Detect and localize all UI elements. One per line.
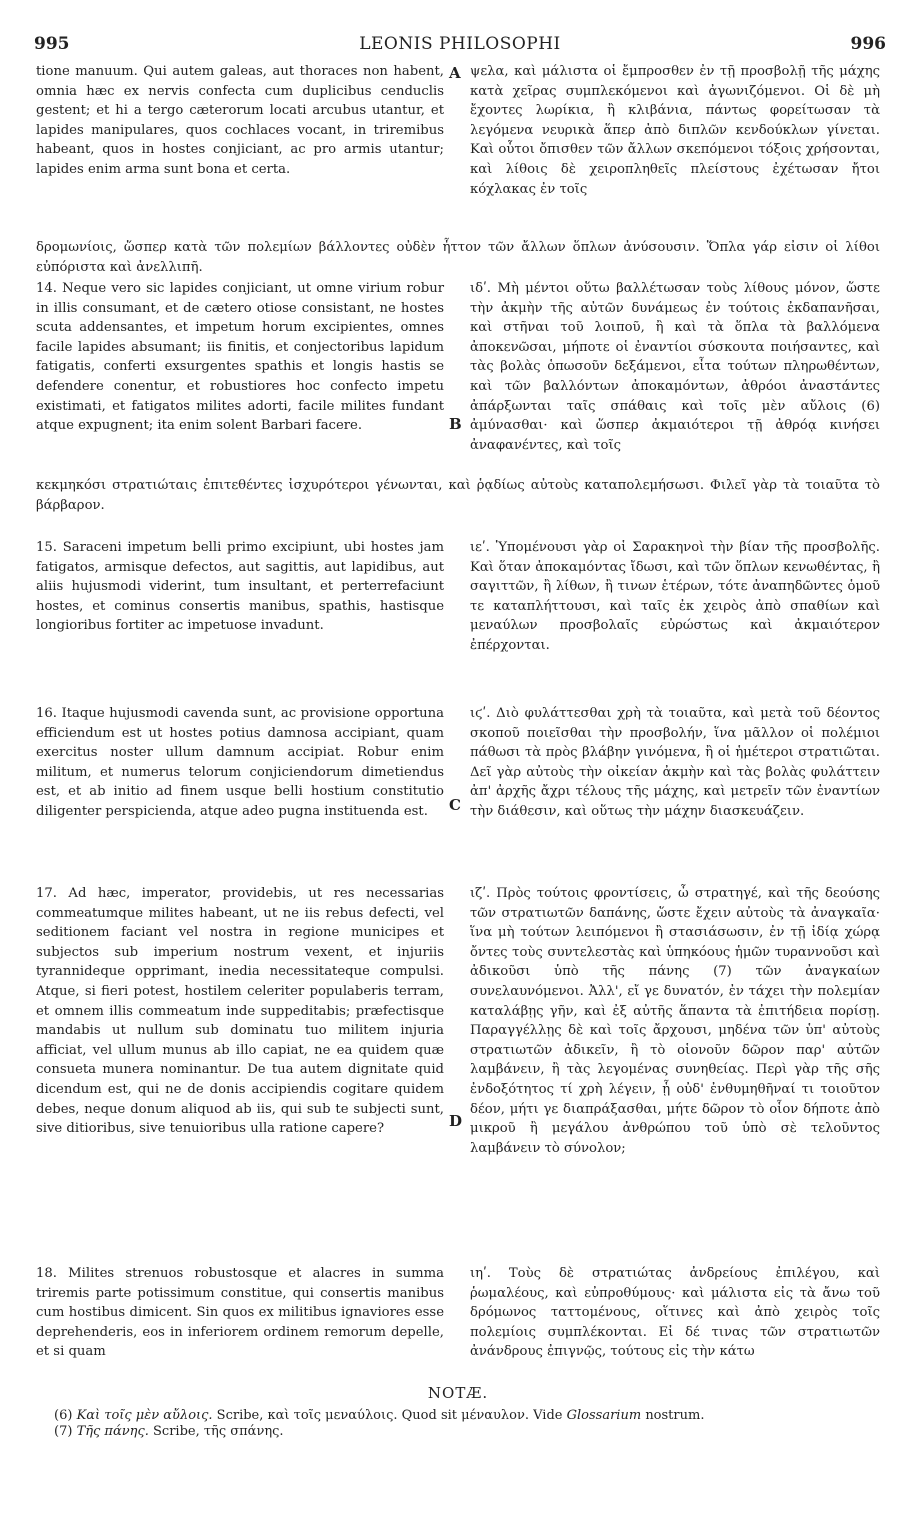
greek-paragraph-17: ιζʹ. Πρὸς τούτοις φροντίσεις, ὦ στρατηγέ, καὶ τῆς δεούσης τῶν στρατιωτῶν δαπάνης, ὥστε ἔχειν αὐτοὺς τὰ ἀναγκαῖα· ἵνα μὴ τούτων λειπόμενοι ἢ στασιάσωσιν, ἐν τῇ ἰδίᾳ χώρᾳ ὄντες τοὺς συντελεστὰς καὶ ὑπηκόους ἡμῶν τυραννοῦσι καὶ ἀδικοῦσι ὑπὸ τῆς πάνης (7) τῶν ἀναγκαίων συνελαυνόμενοι. Ἀλλ', εἴ γε δυνατόν, ἐν τάχει τὴν πολεμίαν καταλάβῃς γῆν, καὶ ἐξ αὐτῆς ἅπαντα τὰ ἐπιτήδεια πορίσῃ. Παραγγέλλῃς δὲ καὶ τοῖς ἄρχουσι, μηδένα τῶν ὑπ' αὐτοὺς στρατιωτῶν ἀδικεῖν, ἢ τὸ οἱονοῦν δῶρον παρ' αὐτῶν λαμβάνειν, ἢ τὰς λεγομένας συνηθείας. Περὶ γὰρ τῆς σῆς ἐνδοξότητος τί χρὴ λέγειν, ᾗ οὐδ' ἐνθυμηθῆναί τι τοιοῦτον δέον, μήτι γε διαπράξασθαι, μήτε δῶρον τὸ οἷον δήποτε ἀπὸ μικροῦ ἢ μεγάλου ἀνθρώπου τοῦ ὑπὸ σὲ τελοῦντος λαμβάνειν τὸ σύνολον; xyxy=(470,886,880,1156)
greek-paragraph-14: ιδʹ. Μὴ μέντοι οὕτω βαλλέτωσαν τοὺς λίθους μόνον, ὥστε τὴν ἀκμὴν τῆς αὐτῶν δυνάμεως ἐν τούτοις ἐκδαπανῆσαι, καὶ στῆναι τοῦ λοιποῦ, ἢ καὶ τὰ ὅπλα τὰ βαλλόμενα ἀποκενῶσαι, μήποτε οἱ ἐναντίοι σύσκουτα ποιήσαντες, καὶ τὰς βολὰς ὁπωσοῦν δεξάμενοι, εἶτα τούτων πληρωθέντων, καὶ τῶν βαλλόντων ἀποκαμόντων, ἀθρόοι ἀναστάντες ἀπάρξωνται ταῖς σπάθαις καὶ τοῖς μὲν αὔλοις (6) ἀμύνασθαι· καὶ ὥσπερ ἀκμαιότεροι τῇ ἀθρόᾳ κινήσει ἀναφανέντες, καὶ τοῖς xyxy=(470,281,880,453)
footnote-6-reference: Glossarium xyxy=(566,1408,642,1423)
margin-letter-c: C xyxy=(449,796,461,814)
footnote-7-number: (7) xyxy=(54,1424,73,1439)
latin-paragraph-14: 14. Neque vero sic lapides conjiciant, ut omne virium robur in illis consumant, et de cætero otiose consistant, ne hostes scuta addensantes, et impetum horum excipientes, omnes facile lapides absumant; iis finitis, et conjectoribus lapidum fatigatis, conferti exsurgentes spathis et longis hastis se defendere conentur, et robustiores hoc confecto impetu existimati, et fatigatos milites adorti, facile milites fundant atque expugnent; ita enim solent Barbari facere. xyxy=(36,281,444,434)
margin-letter-a: A xyxy=(449,64,461,82)
footnote-7-text: Scribe, τῆς σπάνης. xyxy=(153,1424,284,1439)
footnote-7-lemma: Τῆς πάνης. xyxy=(76,1424,149,1439)
latin-paragraph-18: 18. Milites strenuos robustosque et alacres in summa triremis parte potissimum constitue, qui consertis manibus cum hostibus dimicent. Sin quos ex militibus ignaviores esse deprehenderis, eos in inferiorem ordinem remorum depelle, et si quam xyxy=(36,1266,444,1360)
latin-text-intro: tione manuum. Qui autem galeas, aut thoraces non habent, omnia hæc ex nervis confecta cum duplicibus cenduclis gestent; et hi a tergo cæterorum locati arcubus utantur, et lapides manipulares, quos cochlaces vocant, in triremibus habeant, quos in hostes conjiciant, ac pro armis utantur; lapides enim arma sunt bona et certa. xyxy=(36,64,444,177)
greek-text-intro-continued: δρομωνίοις, ὥσπερ κατὰ τῶν πολεμίων βάλλοντες οὐδὲν ἧττον τῶν ἄλλων ὅπλων ἀνύσουσιν. Ὅπλα γάρ εἰσιν οἱ λίθοι εὐπόριστα καὶ ἀνελλιπῆ. xyxy=(36,240,880,275)
footnote-6 xyxy=(54,1408,884,1424)
page-header xyxy=(28,34,892,60)
margin-letter-d: D xyxy=(449,1112,463,1130)
latin-paragraph-17: 17. Ad hæc, imperator, providebis, ut res necessarias commeatumque milites habeant, ut ne iis rebus defecti, vel seditionem faciant vel nostra in regione municipes et subjectos sub imperium nostrum vexent, et injuriis tyrannideque opprimant, inedia necessitateque compulsi. Atque, si fieri potest, hostilem celeriter populaberis terram, et omnem illis commeatum inde suppeditabis; præfectisque mandabis ut nullum sub dominatu tuo militem injuria afficiat, vel ullum munus ab illo capiat, ne ea quidem quæ consueta munera nominantur. De tua autem dignitate quid dicendum est, qui ne de donis accipiendis cogitare quidem debes, neque donum aliquod ab iis, qui sub te subjecti sunt, sive ditioribus, sive tenuioribus ulla ratione capere? xyxy=(36,886,444,1137)
footnote-6-end: nostrum. xyxy=(645,1408,705,1423)
latin-paragraph-15: 15. Saraceni impetum belli primo excipiunt, ubi hostes jam fatigatos, armisque defectos, aut sagittis, aut lapidibus, aut aliis hujusmodi viderint, tum insultant, et perterrefaciunt hostes, et cominus consertis manibus, spathis, hastisque longioribus fortiter ac impetuose invadunt. xyxy=(36,540,444,634)
running-title: LEONIS PHILOSOPHI xyxy=(359,34,561,54)
page-number-right: 996 xyxy=(850,34,886,54)
footnote-6-lemma: Καὶ τοῖς μὲν αὔλοις. xyxy=(76,1408,213,1423)
footnote-6-text: Scribe, καὶ τοῖς μεναύλοις. Quod sit μέναυλον. Vide xyxy=(216,1408,563,1423)
page-number-left: 995 xyxy=(34,34,70,54)
greek-paragraph-15: ιεʹ. Ὑπομένουσι γὰρ οἱ Σαρακηνοὶ τὴν βίαν τῆς προσβολῆς. Καὶ ὅταν ἀποκαμόντας ἴδωσι, καὶ τῶν ὅπλων κενωθέντας, ἢ σαγιττῶν, ἢ λίθων, ἢ τινων ἑτέρων, τότε ἀναπηδῶντες ὁμοῦ τε καταπλήττουσι, καὶ ταῖς ἐκ χειρὸς ἀπὸ σπαθίων καὶ μεναύλων προσβολαῖς εὐρώστως καὶ ἀκμαιότερον ἐπέρχονται. xyxy=(470,540,880,653)
footnote-7 xyxy=(54,1424,884,1440)
greek-paragraph-14-continued: κεκμηκόσι στρατιώταις ἐπιτεθέντες ἰσχυρότεροι γένωνται, καὶ ῥᾳδίως αὐτοὺς καταπολεμήσωσι. Φιλεῖ γὰρ τὰ τοιαῦτα τὸ βάρβαρον. xyxy=(36,478,880,513)
notes-heading: NOTÆ. xyxy=(427,1384,489,1402)
footnote-6-number: (6) xyxy=(54,1408,73,1423)
greek-text-intro: ψελα, καὶ μάλιστα οἱ ἔμπροσθεν ἐν τῇ προσβολῇ τῆς μάχης κατὰ χεῖρας συμπλεκόμενοι καὶ ἀγωνιζόμενοι. Οἱ δὲ μὴ ἔχοντες λωρίκια, ἢ κλιβάνια, πάντως φορείτωσαν τὰ λεγόμενα νευρικὰ ἅπερ ἀπὸ διπλῶν κενδούκλων γίνεται. Καὶ οὗτοι ὄπισθεν τῶν ἄλλων σκεπόμενοι τόξοις χρήσονται, καὶ λίθοις δὲ χειροπληθεῖς πλείστους ἐχέτωσαν ἤτοι κόχλακας ἐν τοῖς xyxy=(470,64,880,197)
greek-paragraph-16: ιϛʹ. Διὸ φυλάττεσθαι χρὴ τὰ τοιαῦτα, καὶ μετὰ τοῦ δέοντος σκοποῦ ποιεῖσθαι τὴν προσβολήν, ἵνα μᾶλλον οἱ πολέμιοι πάθωσι τὰ πρὸς βλάβην γινόμενα, ἢ οἱ ἡμέτεροι στρατιῶται. Δεῖ γὰρ αὐτοὺς τὴν οἰκείαν ἀκμὴν καὶ τὰς βολὰς φυλάττειν ἀπ' ἀρχῆς ἄχρι τέλους τῆς μάχης, καὶ μετρεῖν τῶν ἐναντίων τὴν διάθεσιν, καὶ οὕτως τὴν μάχην διασκευάζειν. xyxy=(470,706,880,819)
latin-paragraph-16: 16. Itaque hujusmodi cavenda sunt, ac provisione opportuna efficiendum est ut hostes potius damnosa accipiant, quam exercitus noster ullum damnum accipiat. Robur enim militum, et numerus telorum conjiciendorum dimetiendus est, et ab initio ad finem usque belli hostium constitutio diligenter perspicienda, atque adeo pugna instituenda est. xyxy=(36,706,444,819)
margin-letter-b: B xyxy=(449,415,462,433)
greek-paragraph-18: ιηʹ. Τοὺς δὲ στρατιώτας ἀνδρείους ἐπιλέγου, καὶ ῥωμαλέους, καὶ εὐπροθύμους· καὶ μάλιστα εἰς τὰ ἄνω τοῦ δρόμωνος ταττομένους, οἵτινες καὶ ἀπὸ χειρὸς τοῖς πολεμίοις συμπλέκονται. Εἰ δέ τινας τῶν στρατιωτῶν ἀνάνδρους ἐπιγνῷς, τούτους εἰς τὴν κάτω xyxy=(470,1266,880,1360)
